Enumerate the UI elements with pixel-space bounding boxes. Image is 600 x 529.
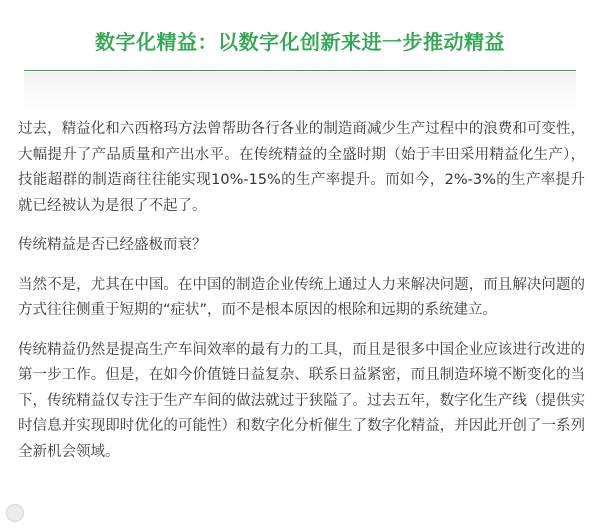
article-body [18,117,585,479]
title-divider-shadow [24,72,576,112]
title-divider [24,70,576,71]
article-header [0,0,600,110]
paragraph-4: 传统精益仍然是提高生产车间效率的最有力的工具，而且是很多中国企业应该进行改进的第一步工作。但是，在如今价值链日益复杂、联系日益紧密，而且制造环境不断变化的当下，传统精益仅专注于生产车间的做法就过于狭隘了。过去五年，数字化生产线（提供实时信息并实现即时优化的可能性）和数字化分析催生了数字化精益，并因此开创了一系列全新机会领域。 [18,341,585,460]
article-title: 数字化精益：以数字化创新来进一步推动精益 [95,30,505,54]
watermark-logo-icon [6,504,24,522]
paragraph-1: 过去，精益化和六西格玛方法曾帮助各行各业的制造商减少生产过程中的浪费和可变性，大幅提升了产品质量和产出水平。在传统精益的全盛时期（始于丰田采用精益化生产），技能超群的制造商往往能实现10%-15%的生产率提升。而如今，2%-3%的生产率提升就已经被认为是很了不起了。 [18,121,585,214]
paragraph-2: 传统精益是否已经盛极而衰？ [18,237,207,253]
paragraph-3: 当然不是，尤其在中国。在中国的制造企业传统上通过人力来解决问题，而且解决问题的方式往往侧重于短期的“症状”，而不是根本原因的根除和远期的系统建立。 [18,276,585,318]
watermark [6,502,24,524]
